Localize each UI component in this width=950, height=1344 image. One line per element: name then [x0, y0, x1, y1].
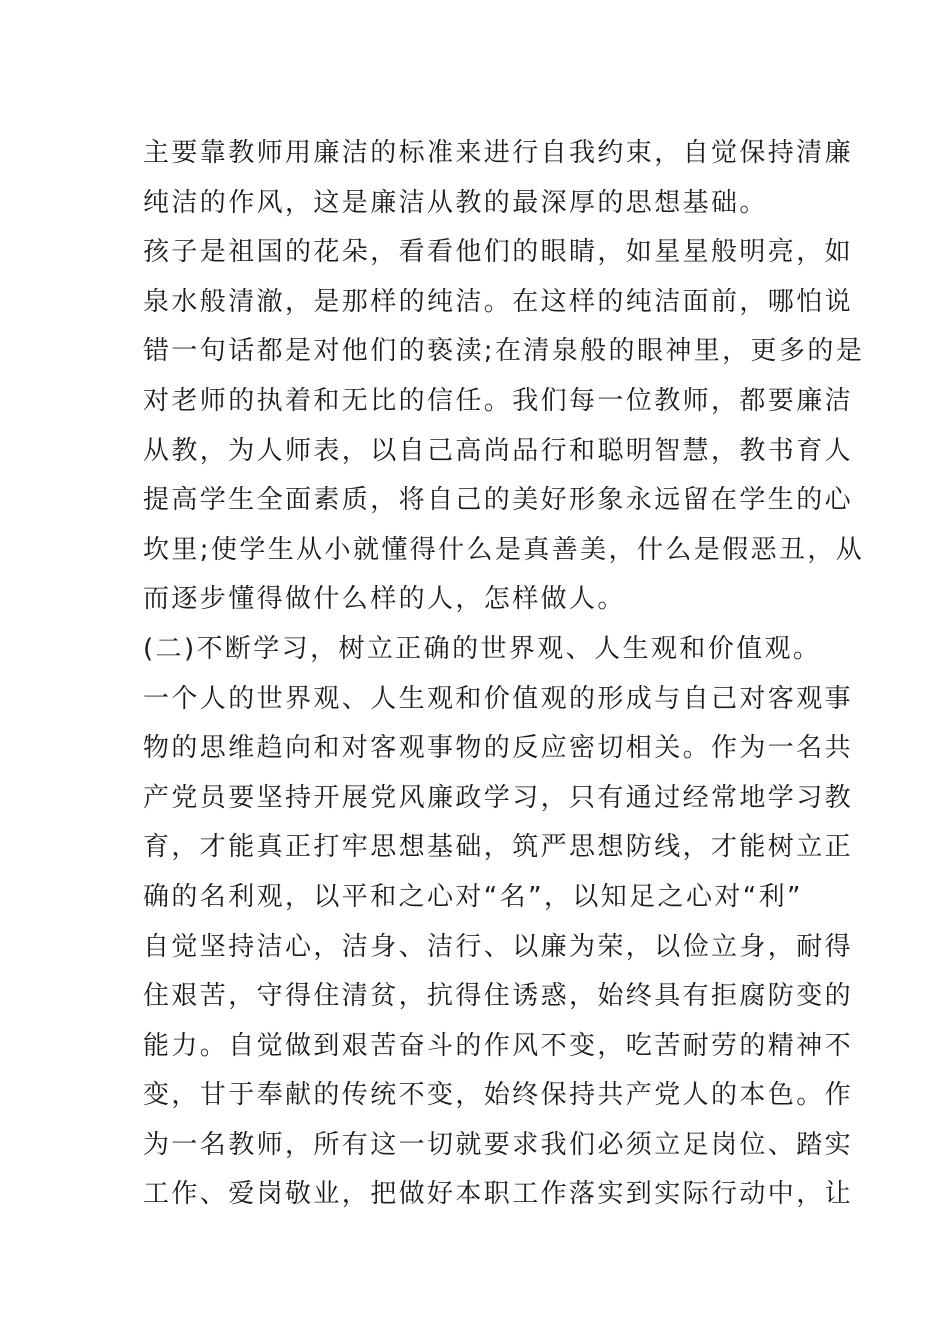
section-heading: (二)不断学习，树立正确的世界观、人生观和价值观。 — [143, 633, 822, 664]
text-line: 物的思维趋向和对客观事物的反应密切相关。作为一名共 — [143, 733, 854, 764]
text-line: 能力。自觉做到艰苦奋斗的作风不变，吃苦耐劳的精神不 — [143, 1030, 854, 1061]
text-line: 育，才能真正打牢思想基础，筑严思想防线，才能树立正 — [143, 832, 854, 863]
body-text — [143, 129, 865, 1220]
text-line: 对老师的执着和无比的信任。我们每一位教师，都要廉洁 — [143, 385, 854, 416]
text-line: 泉水般清澈，是那样的纯洁。在这样的纯洁面前，哪怕说 — [143, 286, 854, 317]
text-line: 为一名教师，所有这一切就要求我们必须立足岗位、踏实 — [143, 1129, 854, 1160]
text-line: 孩子是祖国的花朵，看看他们的眼睛，如星星般明亮，如 — [143, 237, 854, 268]
text-line: 错一句话都是对他们的亵渎;在清泉般的眼神里，更多的是 — [143, 336, 865, 367]
text-line: 而逐步懂得做什么样的人，怎样做人。 — [143, 584, 626, 615]
text-line: 纯洁的作风，这是廉洁从教的最深厚的思想基础。 — [143, 187, 768, 218]
text-line: 变，甘于奉献的传统不变，始终保持共产党人的本色。作 — [143, 1080, 854, 1111]
text-line: 从教，为人师表，以自己高尚品行和聪明智慧，教书育人 — [143, 435, 854, 466]
text-line: 提高学生全面素质，将自己的美好形象永远留在学生的心 — [143, 485, 854, 516]
text-line: 住艰苦，守得住清贫，抗得住诱惑，始终具有拒腐防变的 — [143, 981, 854, 1012]
text-line: 自觉坚持洁心，洁身、洁行、以廉为荣，以俭立身，耐得 — [143, 931, 854, 962]
text-line: 一个人的世界观、人生观和价值观的形成与自己对客观事 — [143, 683, 854, 714]
text-line: 确的名利观，以平和之心对“名”，以知足之心对“利” — [143, 881, 803, 912]
text-line: 工作、爱岗敬业，把做好本职工作落实到实际行动中，让 — [143, 1179, 854, 1210]
text-line: 产党员要坚持开展党风廉政学习，只有通过经常地学习教 — [143, 782, 854, 813]
text-line: 主要靠教师用廉洁的标准来进行自我约束，自觉保持清廉 — [143, 138, 854, 168]
text-line: 坎里;使学生从小就懂得什么是真善美，什么是假恶丑，从 — [143, 534, 865, 565]
